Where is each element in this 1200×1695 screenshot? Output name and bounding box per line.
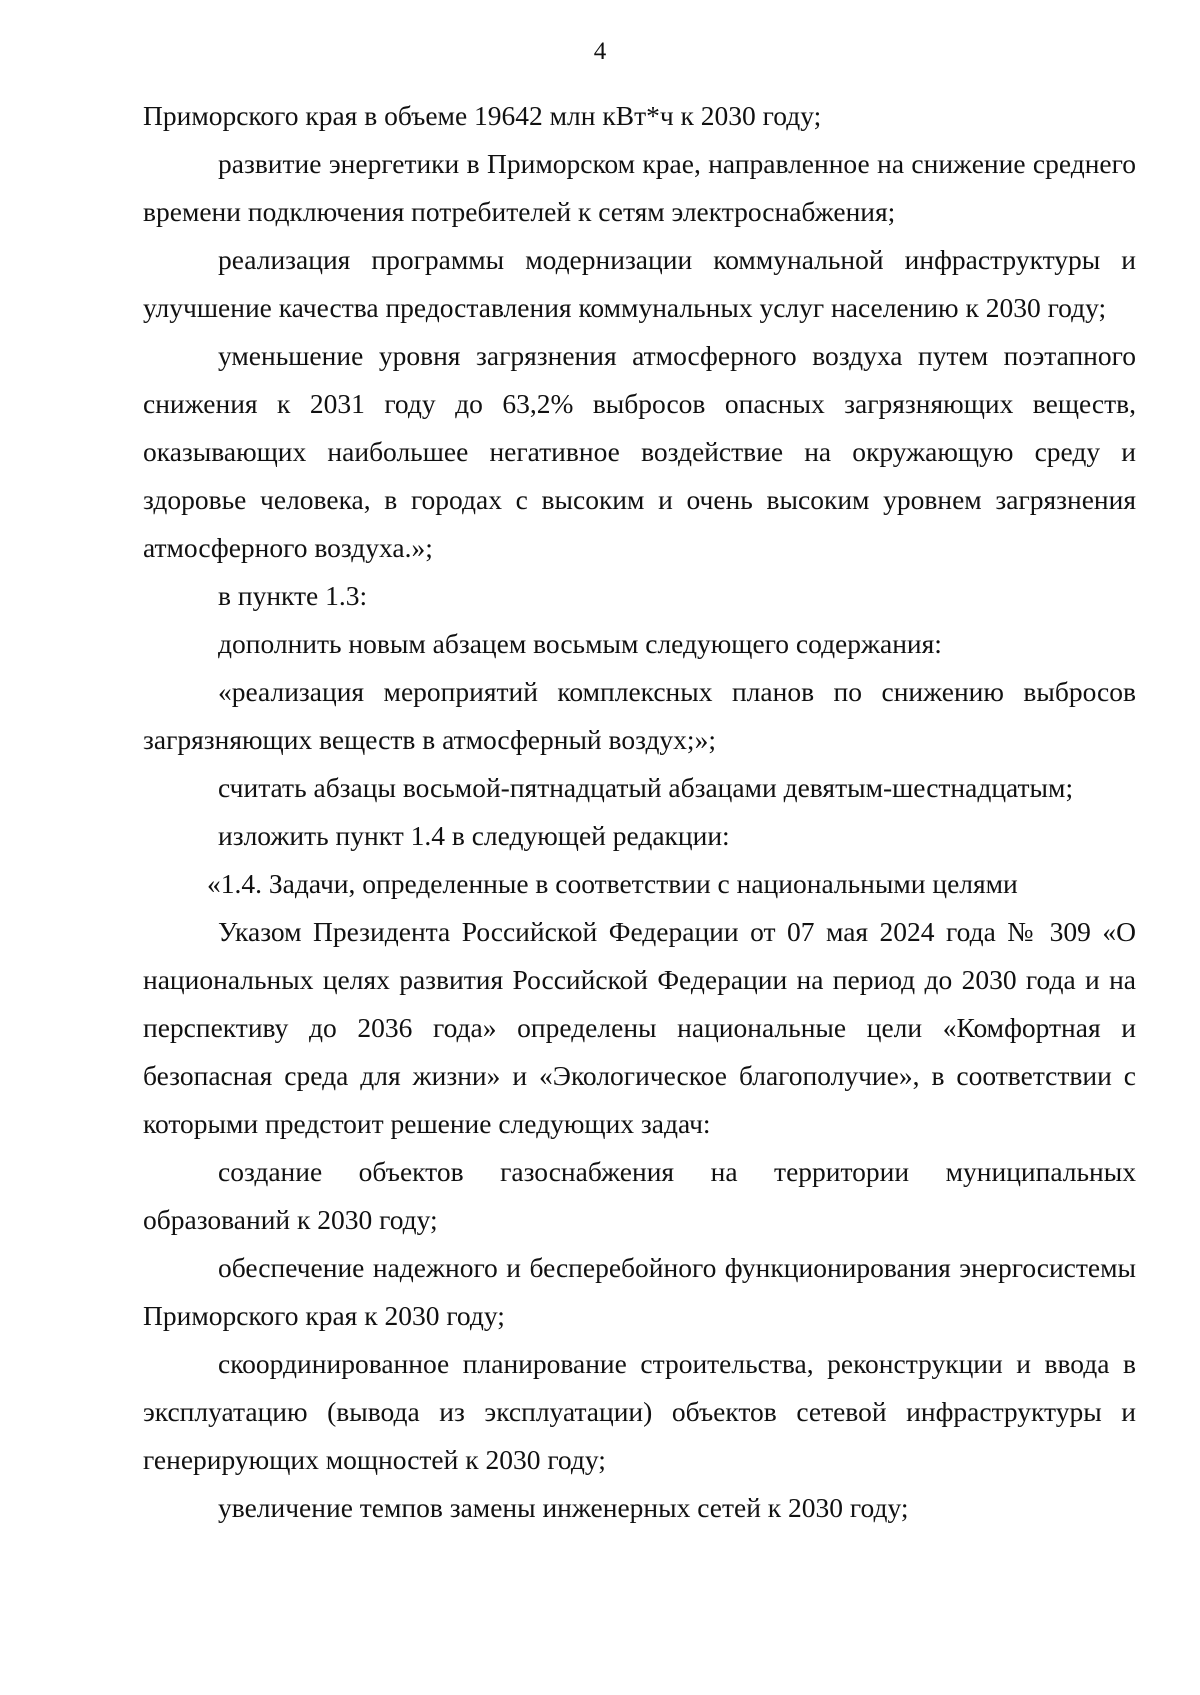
- paragraph-presidential-decree: Указом Президента Российской Федерации от 07 мая 2024 года № 309 «О национальных целях развития Российской Федерации на период до 2030 года и на перспективу до 2036 года» определены национальные цели «Комфортная и безопасная среда для жизни» и «Экологическое благополучие», в соответствии с которыми предстоит решение следующих задач:: [143, 916, 1136, 1139]
- paragraph-renumbering: считать абзацы восьмой-пятнадцатый абзацами девятым-шестнадцатым;: [218, 772, 1074, 803]
- paragraph-network-replacement-rate: увеличение темпов замены инженерных сетей к 2030 году;: [218, 1492, 909, 1523]
- paragraph-coordinated-planning: скоординированное планирование строительства, реконструкции и ввода в эксплуатацию (вывода из эксплуатации) объектов сетевой инфраструктуры и генерирующих мощностей к 2030 году;: [143, 1348, 1136, 1475]
- page-number: 4: [593, 38, 607, 65]
- section-heading-1-4: «1.4. Задачи, определенные в соответствии с национальными целями: [207, 868, 1018, 899]
- paragraph-air-pollution-reduction: уменьшение уровня загрязнения атмосферного воздуха путем поэтапного снижения к 2031 году до 63,2% выбросов опасных загрязняющих веществ, оказывающих наибольшее негативное воздействие на окружающую среду и здоровье человека, в городах с высоким и очень высоким уровнем загрязнения атмосферного воздуха.»;: [143, 340, 1136, 563]
- paragraph-continuation-energy-volume: Приморского края в объеме 19642 млн кВт*ч к 2030 году;: [143, 100, 822, 131]
- paragraph-gas-supply-objects: создание объектов газоснабжения на территории муниципальных образований к 2030 году;: [143, 1156, 1136, 1235]
- paragraph-utility-modernization: реализация программы модернизации коммунальной инфраструктуры и улучшение качества предоставления коммунальных услуг населению к 2030 году;: [143, 244, 1136, 323]
- paragraph-clause-1-4-new-edition: изложить пункт 1.4 в следующей редакции:: [218, 820, 730, 851]
- paragraph-energy-development: развитие энергетики в Приморском крае, направленное на снижение среднего времени подключения потребителей к сетям электроснабжения;: [143, 148, 1136, 227]
- paragraph-quoted-emission-plans: «реализация мероприятий комплексных планов по снижению выбросов загрязняющих веществ в атмосферный воздух;»;: [143, 676, 1136, 755]
- paragraph-clause-1-3-heading: в пункте 1.3:: [218, 580, 368, 611]
- document-body: [143, 92, 1136, 1532]
- paragraph-power-system-reliability: обеспечение надежного и бесперебойного функционирования энергосистемы Приморского края к 2030 году;: [143, 1252, 1136, 1331]
- paragraph-add-eighth-paragraph: дополнить новым абзацем восьмым следующего содержания:: [218, 628, 942, 659]
